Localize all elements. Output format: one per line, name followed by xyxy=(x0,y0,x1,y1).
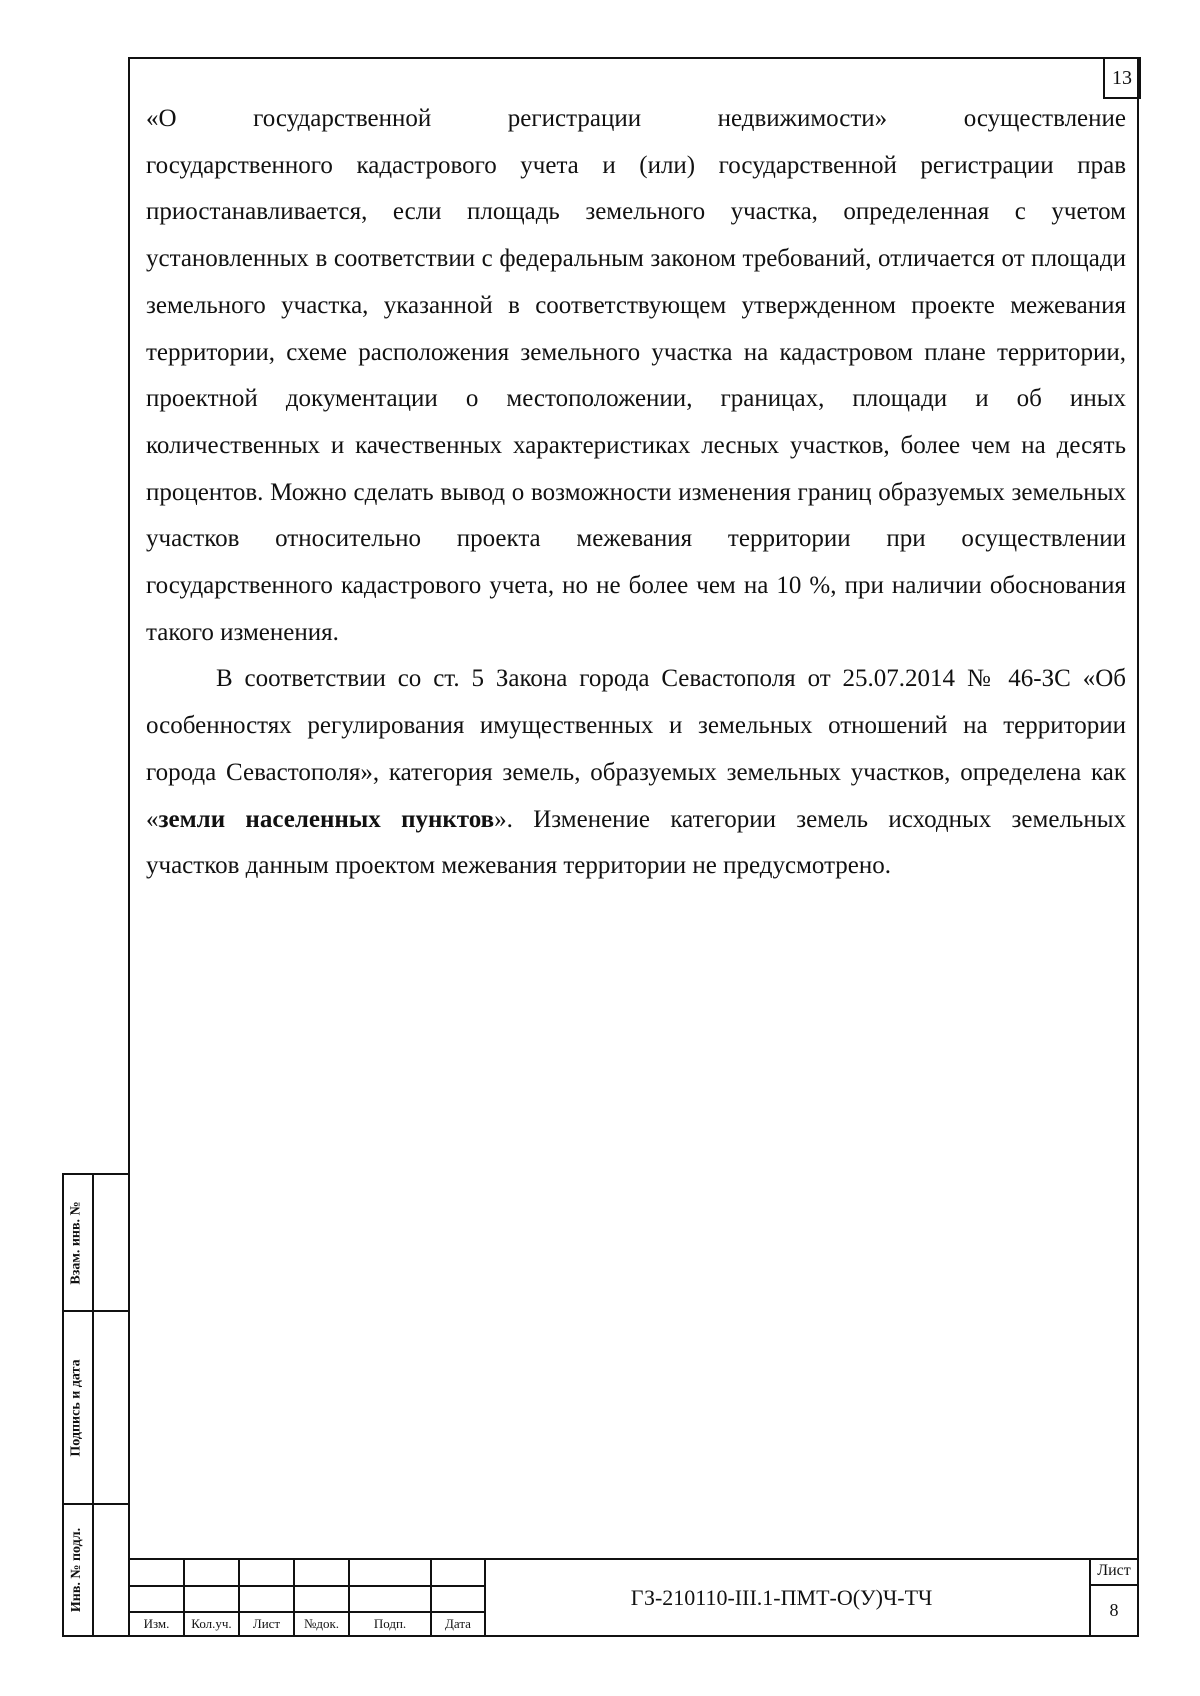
paragraph-2 xyxy=(146,656,1126,890)
paragraph-1 xyxy=(146,96,1126,656)
side-label-podpis: Подпись и дата xyxy=(69,1358,84,1457)
side-label-vzam: Взам. инв. № xyxy=(69,1200,85,1285)
col-izm: Изм. xyxy=(143,1616,170,1631)
sheet-label: Лист xyxy=(1097,1562,1131,1579)
paragraph-1-first-line: «О государственной регистрации недвижимости» осуществление xyxy=(146,105,1126,132)
paragraph-1-rest: государственного кадастрового учета и (или) государственной регистрации прав приостанавливается, если площадь земельного участка, определенная с учетом установленных в соответствии с федеральным законом требований, отличается от площади земельного участка, указанной в соответствующем утвержденном проекте межевания территории, схеме расположения земельного участка на кадастровом плане территории, проектной документации о местоположении, границах, площади и об иных количественных и качественных характеристиках лесных участков, более чем на десять процентов. Можно сделать вывод о возможности изменения границ образуемых земельных участков относительно проекта межевания территории при осуществлении государственного кадастрового учета, но не более чем на 10 %, при наличии обоснования такого изменения. xyxy=(146,151,1126,646)
col-list: Лист xyxy=(252,1616,281,1631)
col-data: Дата xyxy=(445,1616,471,1631)
side-label-inv: Инв. № подл. xyxy=(69,1527,84,1613)
document-code: ГЗ-210110-III.1-ПМТ-О(У)Ч-ТЧ xyxy=(630,1585,933,1610)
col-kol-uch: Кол.уч. xyxy=(191,1616,232,1631)
land-category-bold: земли населенных пунктов xyxy=(158,805,495,833)
col-ndok: №док. xyxy=(303,1616,340,1631)
page-number: 13 xyxy=(1103,57,1141,99)
document-body xyxy=(146,96,1126,890)
sheet-number: 8 xyxy=(1109,1599,1119,1620)
paragraph-2-end: ». Изменение категории земель исходных земельных участков данным проектом межевания территории не предусмотрено. xyxy=(146,805,1126,880)
paragraph-2-start: В соответствии со ст. 5 Закона города Севастополя от 25.07.2014 № 46-ЗС «Об особенностях регулирования имущественных и земельных отношений на территории города Севастополя», категория земель, образуемых земельных участков, определена как « xyxy=(146,665,1126,833)
col-podp: Подп. xyxy=(373,1616,407,1631)
side-stamp-divider xyxy=(92,1173,94,1637)
